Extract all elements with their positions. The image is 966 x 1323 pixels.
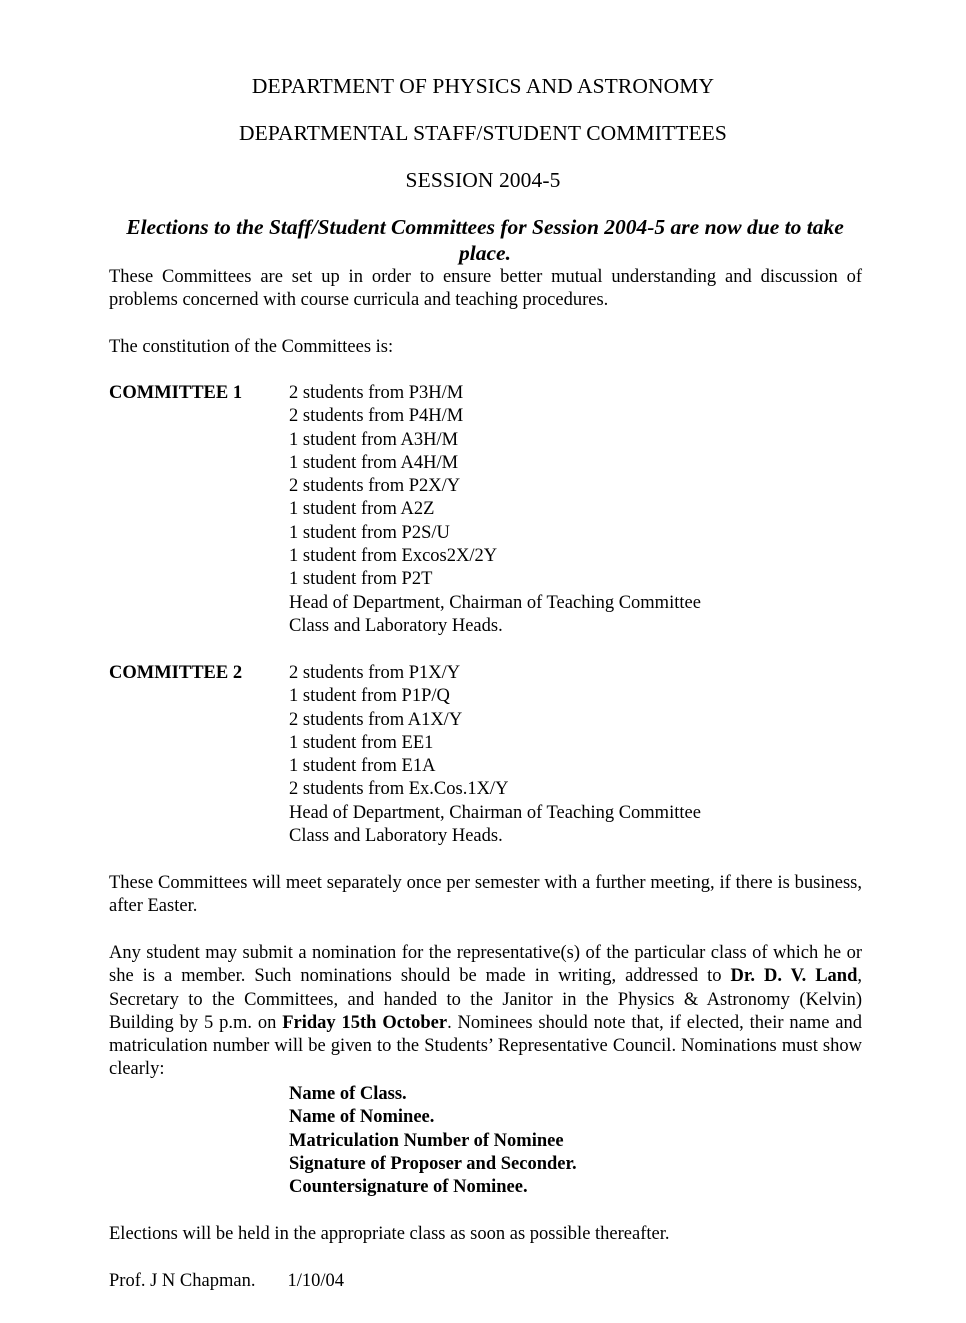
committee-1-members	[289, 382, 701, 638]
list-item: Class and Laboratory Heads.	[289, 826, 503, 847]
list-item: Name of Nominee.	[289, 1107, 435, 1128]
meetings-paragraph: These Committees will meet separately once per semester with a further meeting, if there is business, after Easter.	[109, 873, 862, 917]
list-item: 1 student from P2S/U	[289, 522, 450, 543]
list-item: Countersignature of Nominee.	[289, 1177, 528, 1198]
committee-2-label: COMMITTEE 2	[109, 663, 243, 683]
signoff-author: Prof. J N Chapman.	[109, 1271, 256, 1291]
nomination-deadline: Friday 15th October	[282, 1012, 448, 1033]
list-item: 2 students from P3H/M	[289, 383, 464, 403]
nomination-text-2: , Secretary to the Committees, and handed to the Janitor in the Physics & Astronomy (Kelvin) Building by 5 p.m. on	[109, 966, 862, 1033]
list-item: Signature of Proposer and Seconder.	[289, 1153, 577, 1174]
list-item: 1 student from A3H/M	[289, 429, 459, 450]
nomination-paragraph	[109, 942, 862, 1082]
session-heading: SESSION 2004-5	[405, 168, 561, 192]
committee-2-members	[289, 662, 701, 848]
committee-1-label: COMMITTEE 1	[109, 383, 243, 403]
list-item: 2 students from P1X/Y	[289, 663, 461, 683]
list-item: Class and Laboratory Heads.	[289, 615, 503, 636]
department-heading: DEPARTMENT OF PHYSICS AND ASTRONOMY	[251, 74, 715, 98]
intro-paragraph: These Committees are set up in order to ensure better mutual understanding and discussion of problems concerned with course curricula and teaching procedures.	[109, 267, 862, 311]
list-item: Head of Department, Chairman of Teaching Committee	[289, 802, 701, 823]
list-item: Name of Class.	[289, 1084, 407, 1104]
secretary-name: Dr. D. V. Land	[730, 966, 858, 987]
list-item: Matriculation Number of Nominee	[289, 1130, 564, 1151]
list-item: 1 student from P1P/Q	[289, 686, 450, 707]
list-item: 1 student from A2Z	[289, 499, 435, 520]
signoff-date: 1/10/04	[287, 1271, 344, 1291]
constitution-intro: The constitution of the Committees is:	[109, 337, 394, 357]
nomination-text-1: Any student may submit a nomination for the representative(s) of the particular class of which he or she is a member. Such nominations should be made in writing, addressed to	[109, 943, 862, 987]
nomination-requirements	[289, 1083, 577, 1199]
signoff	[109, 1270, 344, 1293]
election-announcement: Elections to the Staff/Student Committees for Session 2004-5 are now due to take place.	[126, 215, 844, 265]
list-item: 1 student from Excos2X/2Y	[289, 546, 498, 567]
closing-paragraph: Elections will be held in the appropriate class as soon as possible thereafter.	[109, 1224, 670, 1244]
list-item: 1 student from P2T	[289, 569, 433, 590]
list-item: 1 student from EE1	[289, 732, 434, 753]
list-item: 2 students from P4H/M	[289, 406, 464, 427]
nomination-text-3: . Nominees should note that, if elected, their name and matriculation number will be given to the Students’ Representative Council. Nominations must show clearly:	[109, 1012, 862, 1080]
committees-heading: DEPARTMENTAL STAFF/STUDENT COMMITTEES	[239, 121, 727, 145]
list-item: 2 students from P2X/Y	[289, 476, 461, 497]
list-item: 2 students from Ex.Cos.1X/Y	[289, 779, 509, 800]
list-item: Head of Department, Chairman of Teaching Committee	[289, 592, 701, 613]
list-item: 1 student from A4H/M	[289, 452, 459, 473]
list-item: 1 student from E1A	[289, 756, 436, 777]
list-item: 2 students from A1X/Y	[289, 709, 463, 730]
